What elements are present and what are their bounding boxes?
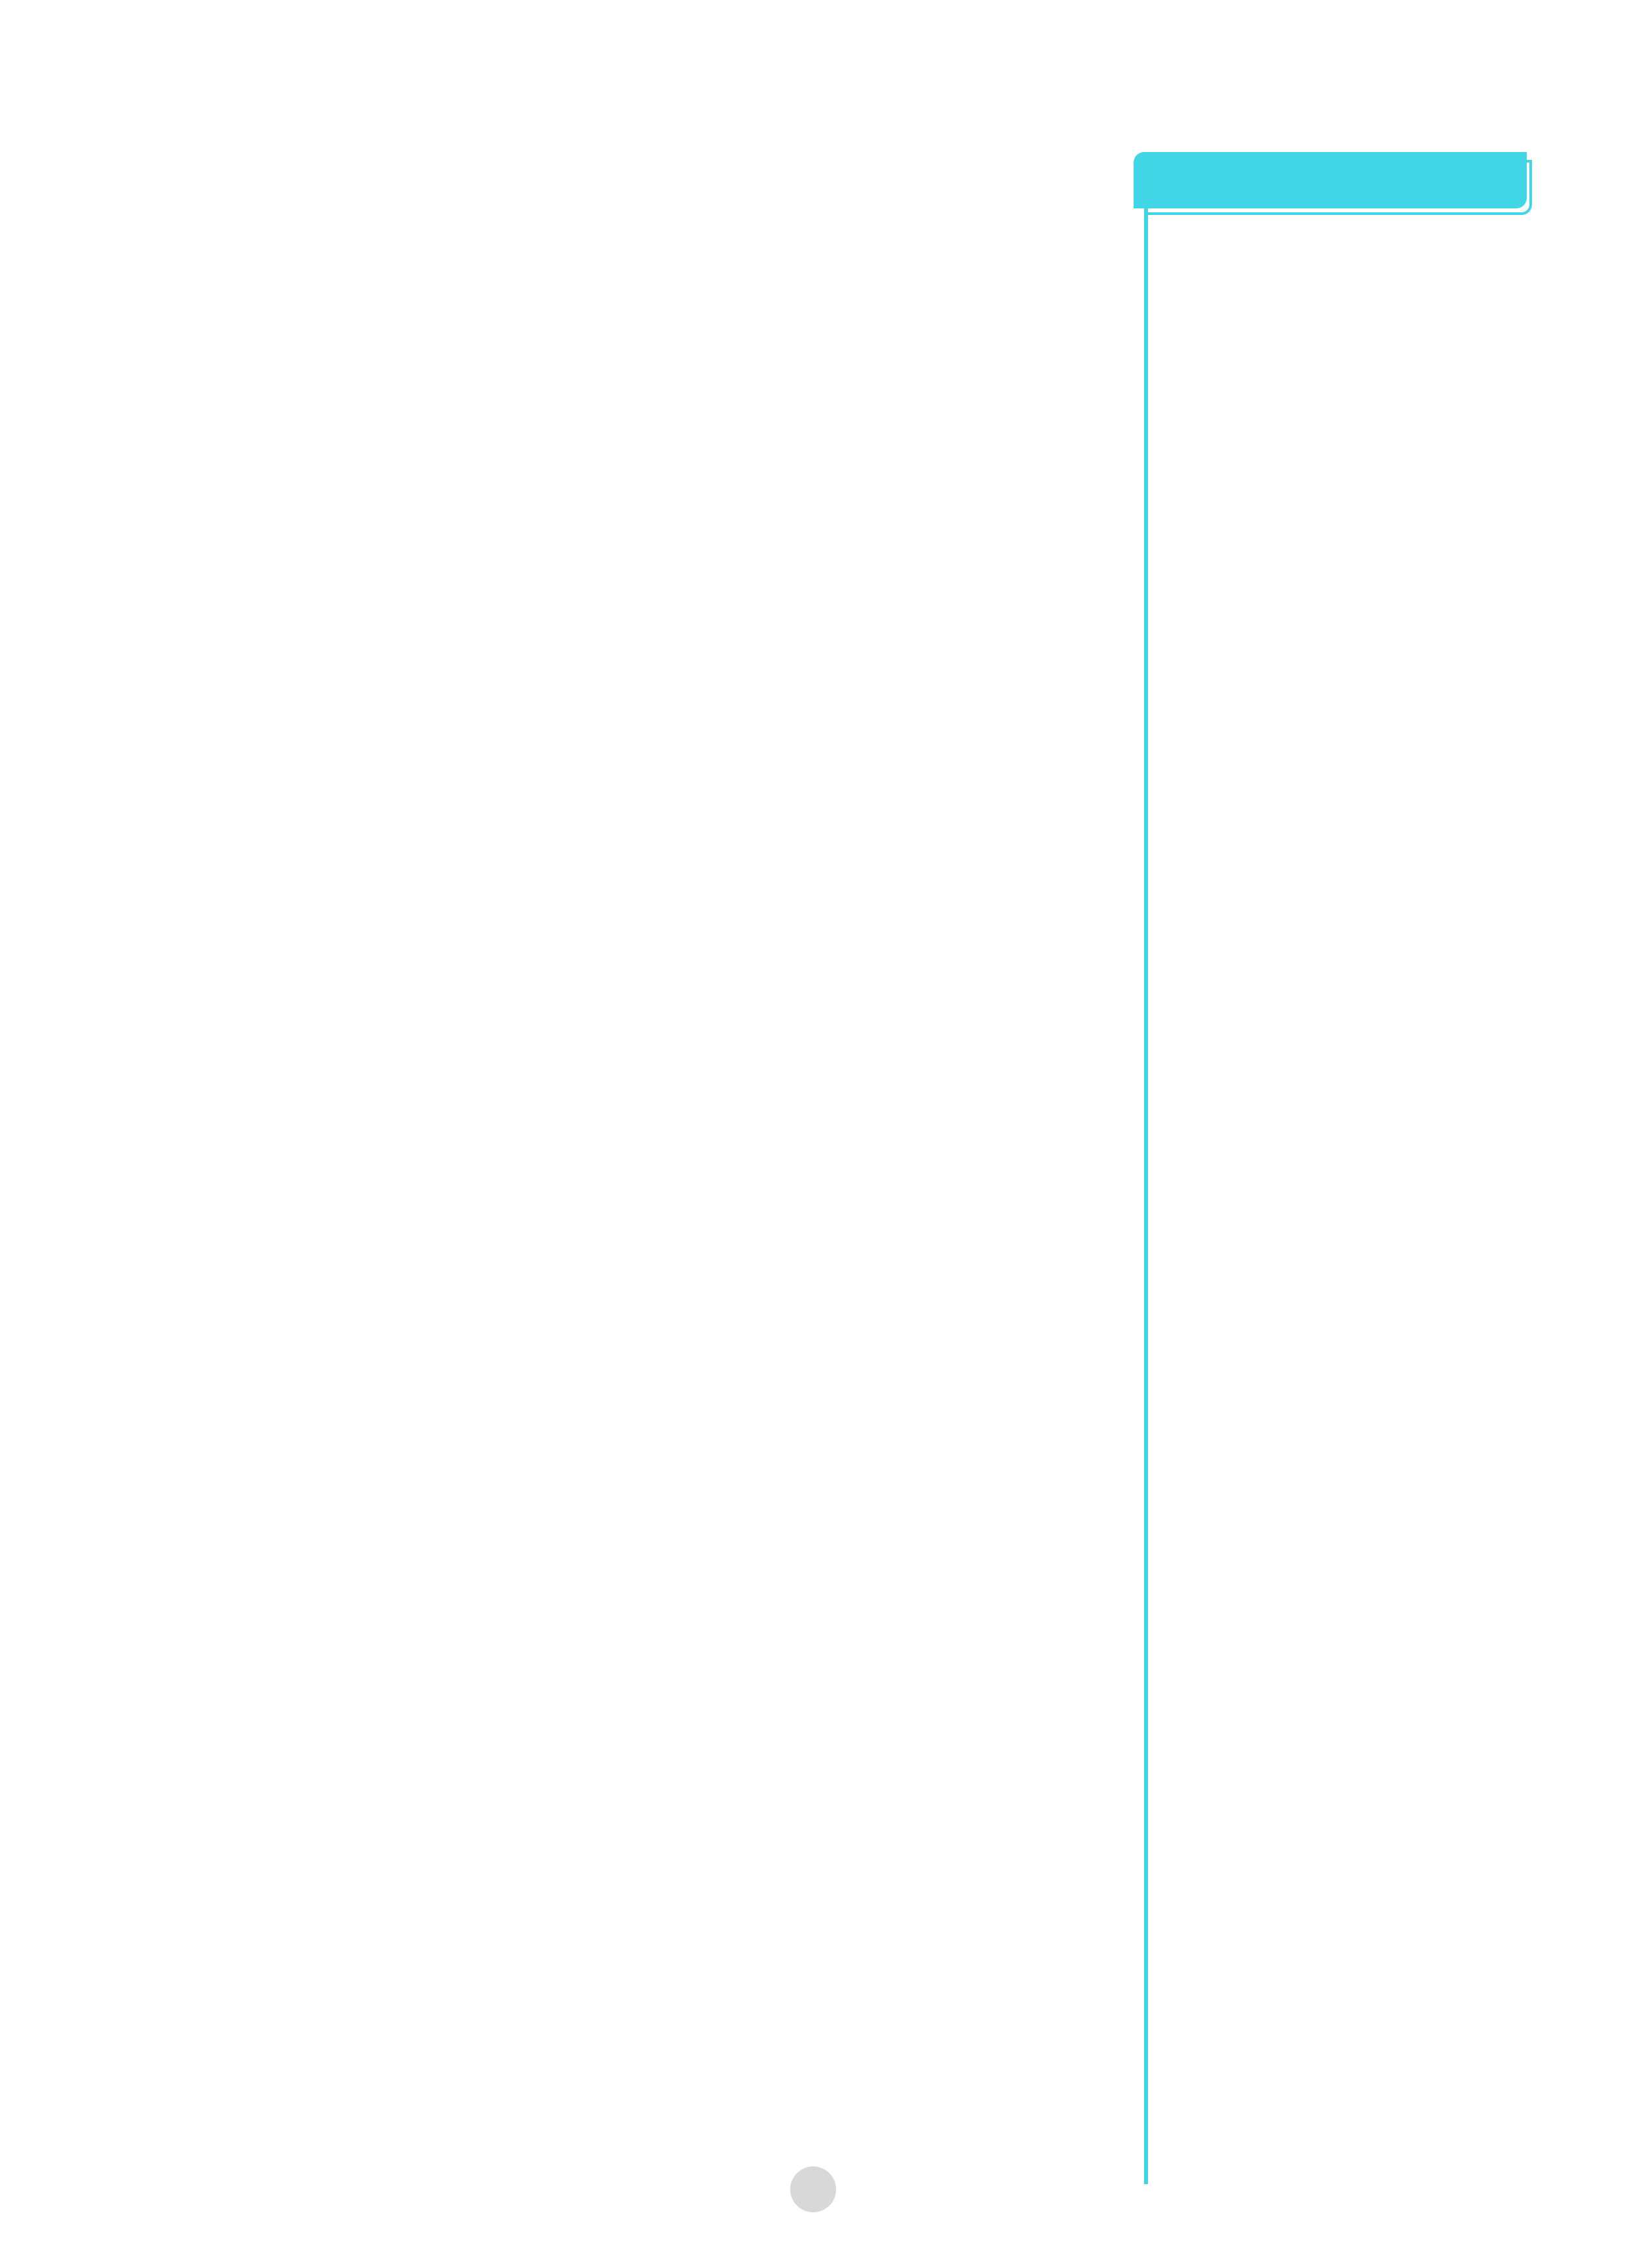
topic-index-rule <box>1144 208 1148 2184</box>
page-number <box>790 2166 836 2212</box>
topic-index-header <box>1134 152 1527 208</box>
